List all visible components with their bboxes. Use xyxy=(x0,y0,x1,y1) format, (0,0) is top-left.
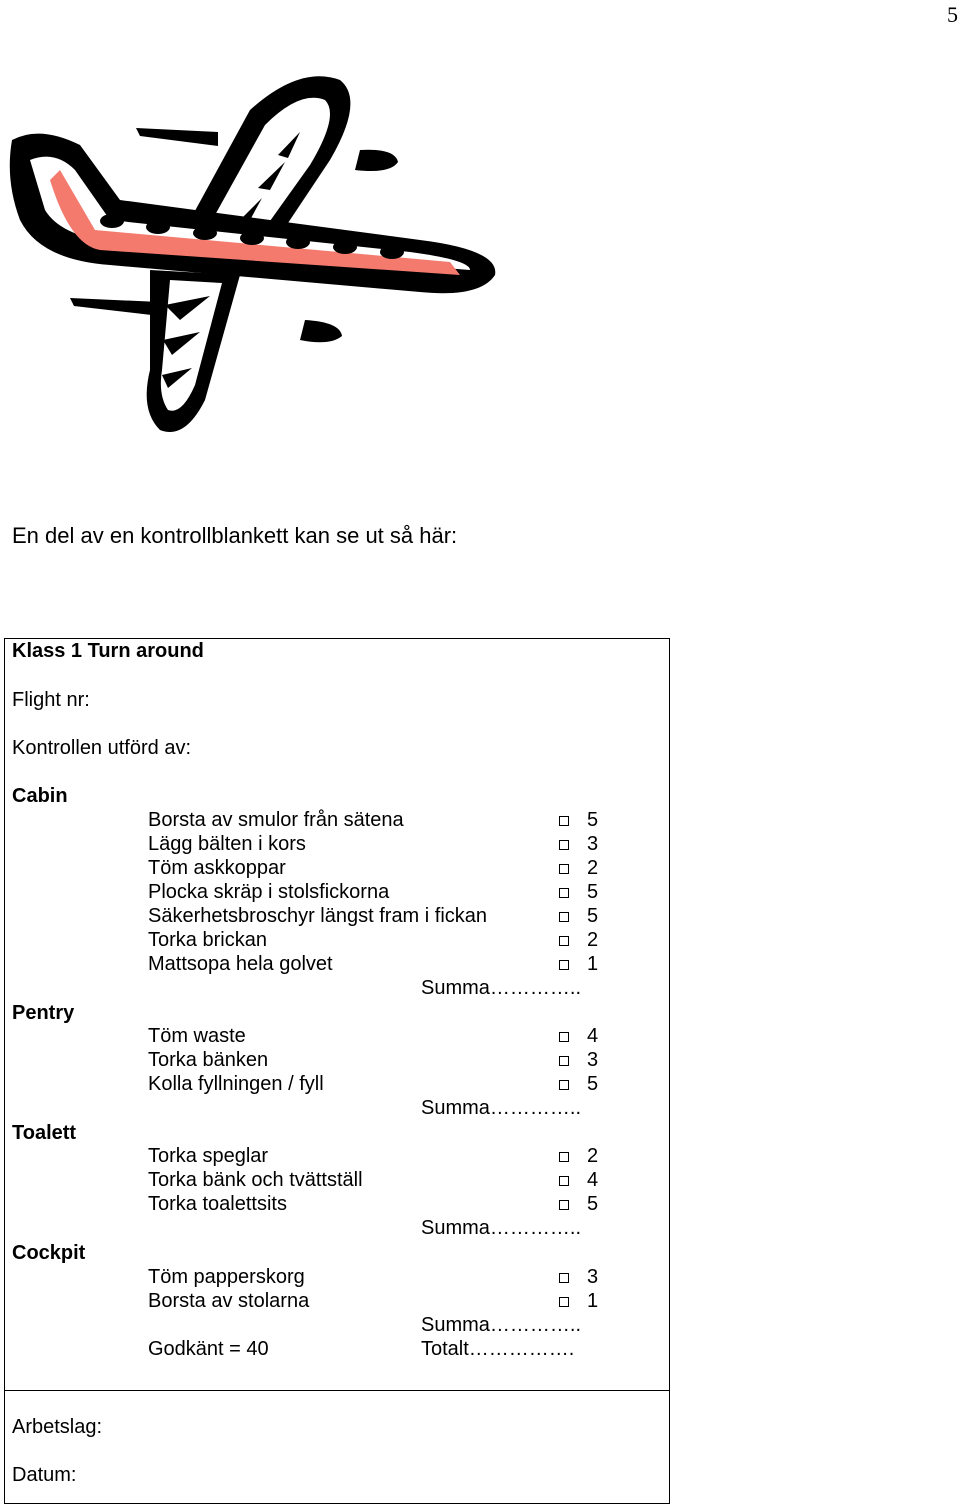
checkbox[interactable] xyxy=(559,1080,569,1090)
task-points: 5 xyxy=(587,881,599,903)
task-points: 2 xyxy=(587,929,599,951)
controller-label: Kontrollen utförd av: xyxy=(12,737,191,759)
section-sum: Summa………….. xyxy=(421,977,582,999)
page-number: 5 xyxy=(947,2,958,27)
team-label: Arbetslag: xyxy=(12,1416,103,1438)
task-label: Torka toalettsits xyxy=(148,1193,287,1215)
task-points: 2 xyxy=(587,1145,599,1167)
task-points: 3 xyxy=(587,833,599,855)
task-label: Töm askkoppar xyxy=(148,857,286,879)
intro-text: En del av en kontrollblankett kan se ut så här: xyxy=(12,523,458,548)
task-points: 5 xyxy=(587,1193,599,1215)
task-points: 4 xyxy=(587,1169,599,1191)
section-sum: Summa………….. xyxy=(421,1314,582,1336)
task-points: 1 xyxy=(587,953,599,975)
airplane-illustration xyxy=(0,70,520,450)
checkbox[interactable] xyxy=(559,864,569,874)
form-title: Klass 1 Turn around xyxy=(12,640,204,662)
task-label: Plocka skräp i stolsfickorna xyxy=(148,881,390,903)
task-label: Mattsopa hela golvet xyxy=(148,953,333,975)
section-toalett: Toalett xyxy=(12,1122,77,1144)
section-sum: Summa………….. xyxy=(421,1217,582,1239)
task-points: 4 xyxy=(587,1025,599,1047)
section-cabin: Cabin xyxy=(12,785,68,807)
divider xyxy=(5,1390,669,1391)
task-label: Kolla fyllningen / fyll xyxy=(148,1073,324,1095)
task-label: Torka bänk och tvättställ xyxy=(148,1169,363,1191)
task-points: 3 xyxy=(587,1266,599,1288)
checkbox[interactable] xyxy=(559,1297,569,1307)
task-label: Borsta av smulor från sätena xyxy=(148,809,404,831)
control-form xyxy=(4,638,670,1504)
checkbox[interactable] xyxy=(559,1273,569,1283)
task-label: Torka speglar xyxy=(148,1145,269,1167)
section-pentry: Pentry xyxy=(12,1002,75,1024)
task-points: 5 xyxy=(587,1073,599,1095)
checkbox[interactable] xyxy=(559,1200,569,1210)
task-label: Säkerhetsbroschyr längst fram i fickan xyxy=(148,905,488,927)
checkbox[interactable] xyxy=(559,1056,569,1066)
checkbox[interactable] xyxy=(559,960,569,970)
date-label: Datum: xyxy=(12,1464,77,1486)
checkbox[interactable] xyxy=(559,936,569,946)
checkbox[interactable] xyxy=(559,840,569,850)
total-sum: Totalt……………. xyxy=(421,1338,575,1360)
flight-number-label: Flight nr: xyxy=(12,689,90,711)
checkbox[interactable] xyxy=(559,1152,569,1162)
task-points: 3 xyxy=(587,1049,599,1071)
task-label: Töm papperskorg xyxy=(148,1266,305,1288)
task-points: 5 xyxy=(587,809,599,831)
task-points: 2 xyxy=(587,857,599,879)
task-label: Torka bänken xyxy=(148,1049,269,1071)
checkbox[interactable] xyxy=(559,1176,569,1186)
section-cockpit: Cockpit xyxy=(12,1242,86,1264)
task-label: Lägg bälten i kors xyxy=(148,833,306,855)
section-sum: Summa………….. xyxy=(421,1097,582,1119)
task-label: Torka brickan xyxy=(148,929,267,951)
checkbox[interactable] xyxy=(559,816,569,826)
task-points: 1 xyxy=(587,1290,599,1312)
task-label: Borsta av stolarna xyxy=(148,1290,310,1312)
approved-threshold: Godkänt = 40 xyxy=(148,1338,269,1360)
task-label: Töm waste xyxy=(148,1025,246,1047)
checkbox[interactable] xyxy=(559,912,569,922)
checkbox[interactable] xyxy=(559,1032,569,1042)
task-points: 5 xyxy=(587,905,599,927)
checkbox[interactable] xyxy=(559,888,569,898)
